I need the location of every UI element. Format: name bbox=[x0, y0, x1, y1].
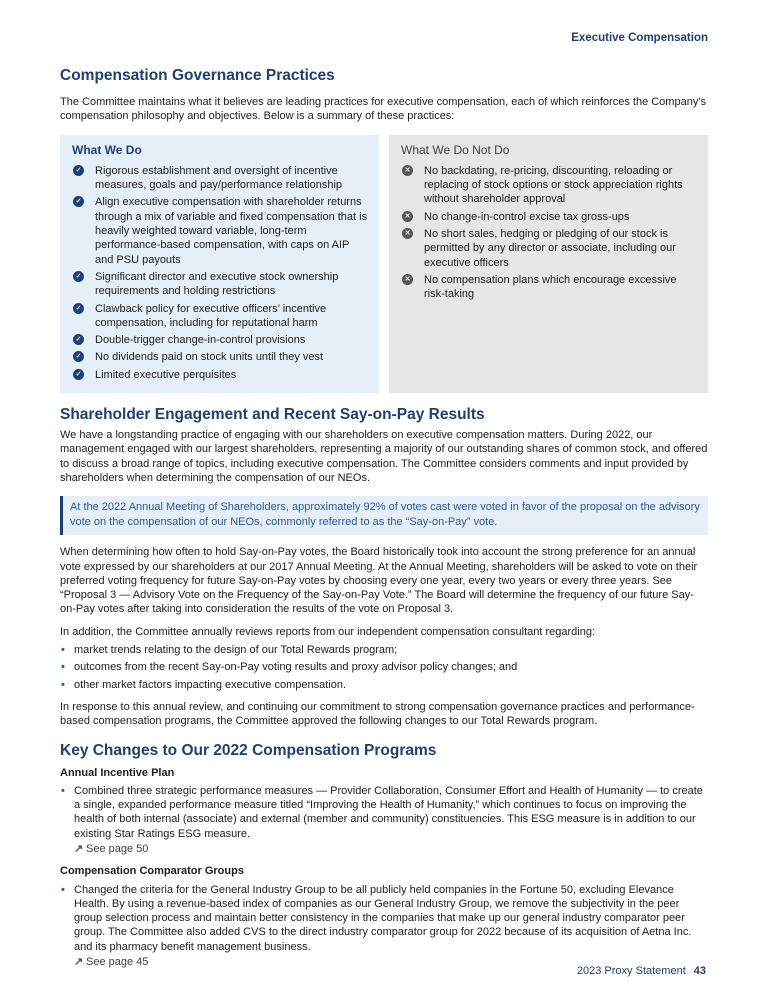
do-item bbox=[72, 333, 369, 347]
ccg-list bbox=[60, 883, 708, 954]
check-circle-icon: ✓ bbox=[73, 351, 84, 362]
page-content bbox=[60, 66, 708, 969]
page-footer bbox=[577, 964, 706, 978]
see-page-text[interactable]: See page 50 bbox=[86, 842, 149, 855]
engagement-paragraph-4: In response to this annual review, and continuing our commitment to strong compensation governance practices and performance-based compensation programs, the Committee approved the following changes to our Total Rewards program. bbox=[60, 700, 695, 728]
arrow-up-right-icon: ↗ bbox=[74, 842, 84, 855]
do-item bbox=[72, 350, 369, 364]
dont-item bbox=[401, 227, 698, 270]
do-item bbox=[72, 164, 369, 193]
do-item bbox=[72, 270, 369, 299]
list-item-text: outcomes from the recent Say-on-Pay voting results and proxy advisor policy changes; and bbox=[74, 661, 518, 674]
check-circle-icon: ✓ bbox=[73, 196, 84, 207]
what-we-do-box bbox=[60, 135, 379, 393]
bullet-icon: • bbox=[61, 644, 65, 657]
x-circle-icon: ✕ bbox=[402, 228, 413, 239]
do-item-text: Clawback policy for executive officers’ incentive compensation, including for reputational harm bbox=[95, 302, 327, 329]
list-item-text: other market factors impacting executive compensation. bbox=[74, 678, 347, 691]
dont-item-text: No short sales, hedging or pledging of our stock is permitted by any director or associate, including our executive officers bbox=[424, 228, 676, 269]
dont-item bbox=[401, 273, 698, 302]
governance-title: Compensation Governance Practices bbox=[60, 67, 335, 84]
what-we-do-not-do-list bbox=[401, 164, 698, 302]
practices-boxes bbox=[60, 135, 708, 393]
what-we-do-title: What We Do bbox=[72, 142, 142, 157]
dont-item bbox=[401, 164, 698, 207]
list-item bbox=[60, 678, 708, 692]
list-item-text: Combined three strategic performance measures — Provider Collaboration, Consumer Effort and Health of Humanity — to create a single, expanded performance measure titled “Improving the Health of Humanity,” which continues to focus on improving the health of both internal (associate) and external (member and community) constituencies. This ESG measure is in addition to our existing Star Ratings ESG measure. bbox=[74, 784, 703, 840]
list-item bbox=[60, 784, 708, 841]
do-item-text: Rigorous establishment and oversight of incentive measures, goals and pay/performance relationship bbox=[95, 164, 343, 192]
section-header: Executive Compensation bbox=[571, 32, 708, 44]
review-topics-list bbox=[60, 643, 708, 692]
list-item bbox=[60, 643, 708, 657]
what-we-do-not-do-box bbox=[389, 135, 708, 393]
list-item bbox=[60, 660, 708, 674]
see-page-text[interactable]: See page 45 bbox=[86, 956, 149, 969]
check-circle-icon: ✓ bbox=[73, 369, 84, 380]
aip-see-page-link[interactable] bbox=[60, 842, 708, 856]
do-item-text: Significant director and executive stock ownership requirements and holding restrictions bbox=[95, 270, 339, 298]
x-circle-icon: ✕ bbox=[402, 165, 413, 176]
engagement-title: Shareholder Engagement and Recent Say-on-Pay Results bbox=[60, 406, 485, 424]
do-item bbox=[72, 368, 369, 382]
x-circle-icon: ✕ bbox=[402, 274, 413, 285]
aip-heading: Annual Incentive Plan bbox=[60, 766, 175, 779]
x-circle-icon: ✕ bbox=[402, 211, 413, 222]
ccg-heading: Compensation Comparator Groups bbox=[60, 865, 244, 878]
engagement-paragraph-2: When determining how often to hold Say-on-Pay votes, the Board historically took into account the strong preference for an annual vote expressed by our shareholders at our 2017 Annual Meeting. At the Annual Meeting, shareholders will be asked to vote on their preferred voting frequency for future Say-on-Pay votes by choosing every one year, every two years or every three years. See “Proposal 3 — Advisory Vote on the Frequency of the Say-on-Pay Vote.” The Board will determine the frequency of our future Say-on-Pay votes after taking into consideration the results of the vote on Proposal 3. bbox=[60, 546, 698, 616]
bullet-icon: • bbox=[61, 678, 65, 691]
do-item-text: No dividends paid on stock units until they vest bbox=[95, 351, 324, 364]
dont-item-text: No compensation plans which encourage excessive risk-taking bbox=[424, 273, 677, 301]
what-we-do-not-do-title: What We Do Not Do bbox=[401, 142, 510, 157]
bullet-icon: • bbox=[61, 661, 65, 674]
do-item-text: Align executive compensation with shareholder returns through a mix of variable and fixed compensation that is heavily weighted toward variable, long-term performance-based compensation, with caps on AIP and PSU payouts bbox=[95, 196, 368, 266]
do-item bbox=[72, 195, 369, 266]
list-item-text: market trends relating to the design of our Total Rewards program; bbox=[74, 644, 398, 657]
list-item-text: Changed the criteria for the General Industry Group to be all publicly held companies in the Fortune 50, excluding Elevance Health. By using a revenue-based index of companies as our General Industry Group, we remove the subjectivity in the peer group selection process and maintain better consistency in the companies that make up our general industry comparator peer group. The Committee also added CVS to the direct industry comparator group for 2022 because of its acquisition of Aetna Inc. and its pharmacy benefit management business. bbox=[74, 883, 692, 953]
do-item-text: Limited executive perquisites bbox=[95, 368, 237, 381]
engagement-paragraph-1: We have a longstanding practice of engaging with our shareholders on executive compensation matters. During 2022, our management engaged with our largest shareholders, representing a majority of our outstanding shares of common stock, and offered to discuss a broad range of topics, including executive compensation. The Committee considers comments and input provided by shareholders when determining the compensation of our NEOs. bbox=[60, 429, 708, 484]
governance-intro: The Committee maintains what it believes are leading practices for executive compensation, each of which reinforces the Company’s compensation philosophy and objectives. Below is a summary of these practices: bbox=[60, 96, 707, 123]
footer-doc-title: 2023 Proxy Statement bbox=[576, 964, 686, 977]
dont-item bbox=[401, 210, 698, 224]
check-circle-icon: ✓ bbox=[73, 334, 84, 345]
engagement-paragraph-3: In addition, the Committee annually reviews reports from our independent compensation consultant regarding: bbox=[60, 625, 596, 638]
aip-list bbox=[60, 784, 708, 841]
check-circle-icon: ✓ bbox=[73, 303, 84, 314]
page-number: 43 bbox=[693, 964, 706, 977]
say-on-pay-callout: At the 2022 Annual Meeting of Shareholders, approximately 92% of votes cast were voted in favor of the proposal on the advisory vote on the compensation of our NEOs, commonly referred to as the “Say-on-Pay” vote. bbox=[60, 496, 708, 535]
changes-title: Key Changes to Our 2022 Compensation Programs bbox=[60, 741, 437, 759]
what-we-do-list bbox=[72, 164, 369, 382]
bullet-icon: • bbox=[61, 784, 65, 797]
check-circle-icon: ✓ bbox=[73, 165, 84, 176]
dont-item-text: No change-in-control excise tax gross-ups bbox=[424, 210, 630, 223]
do-item bbox=[72, 302, 369, 331]
do-item-text: Double-trigger change-in-control provisions bbox=[95, 334, 306, 347]
arrow-up-right-icon: ↗ bbox=[74, 956, 84, 969]
dont-item-text: No backdating, re-pricing, discounting, reloading or replacing of stock options or stock appreciation rights without shareholder approval bbox=[424, 164, 683, 206]
list-item bbox=[60, 883, 708, 954]
bullet-icon: • bbox=[61, 883, 65, 896]
check-circle-icon: ✓ bbox=[73, 271, 84, 282]
